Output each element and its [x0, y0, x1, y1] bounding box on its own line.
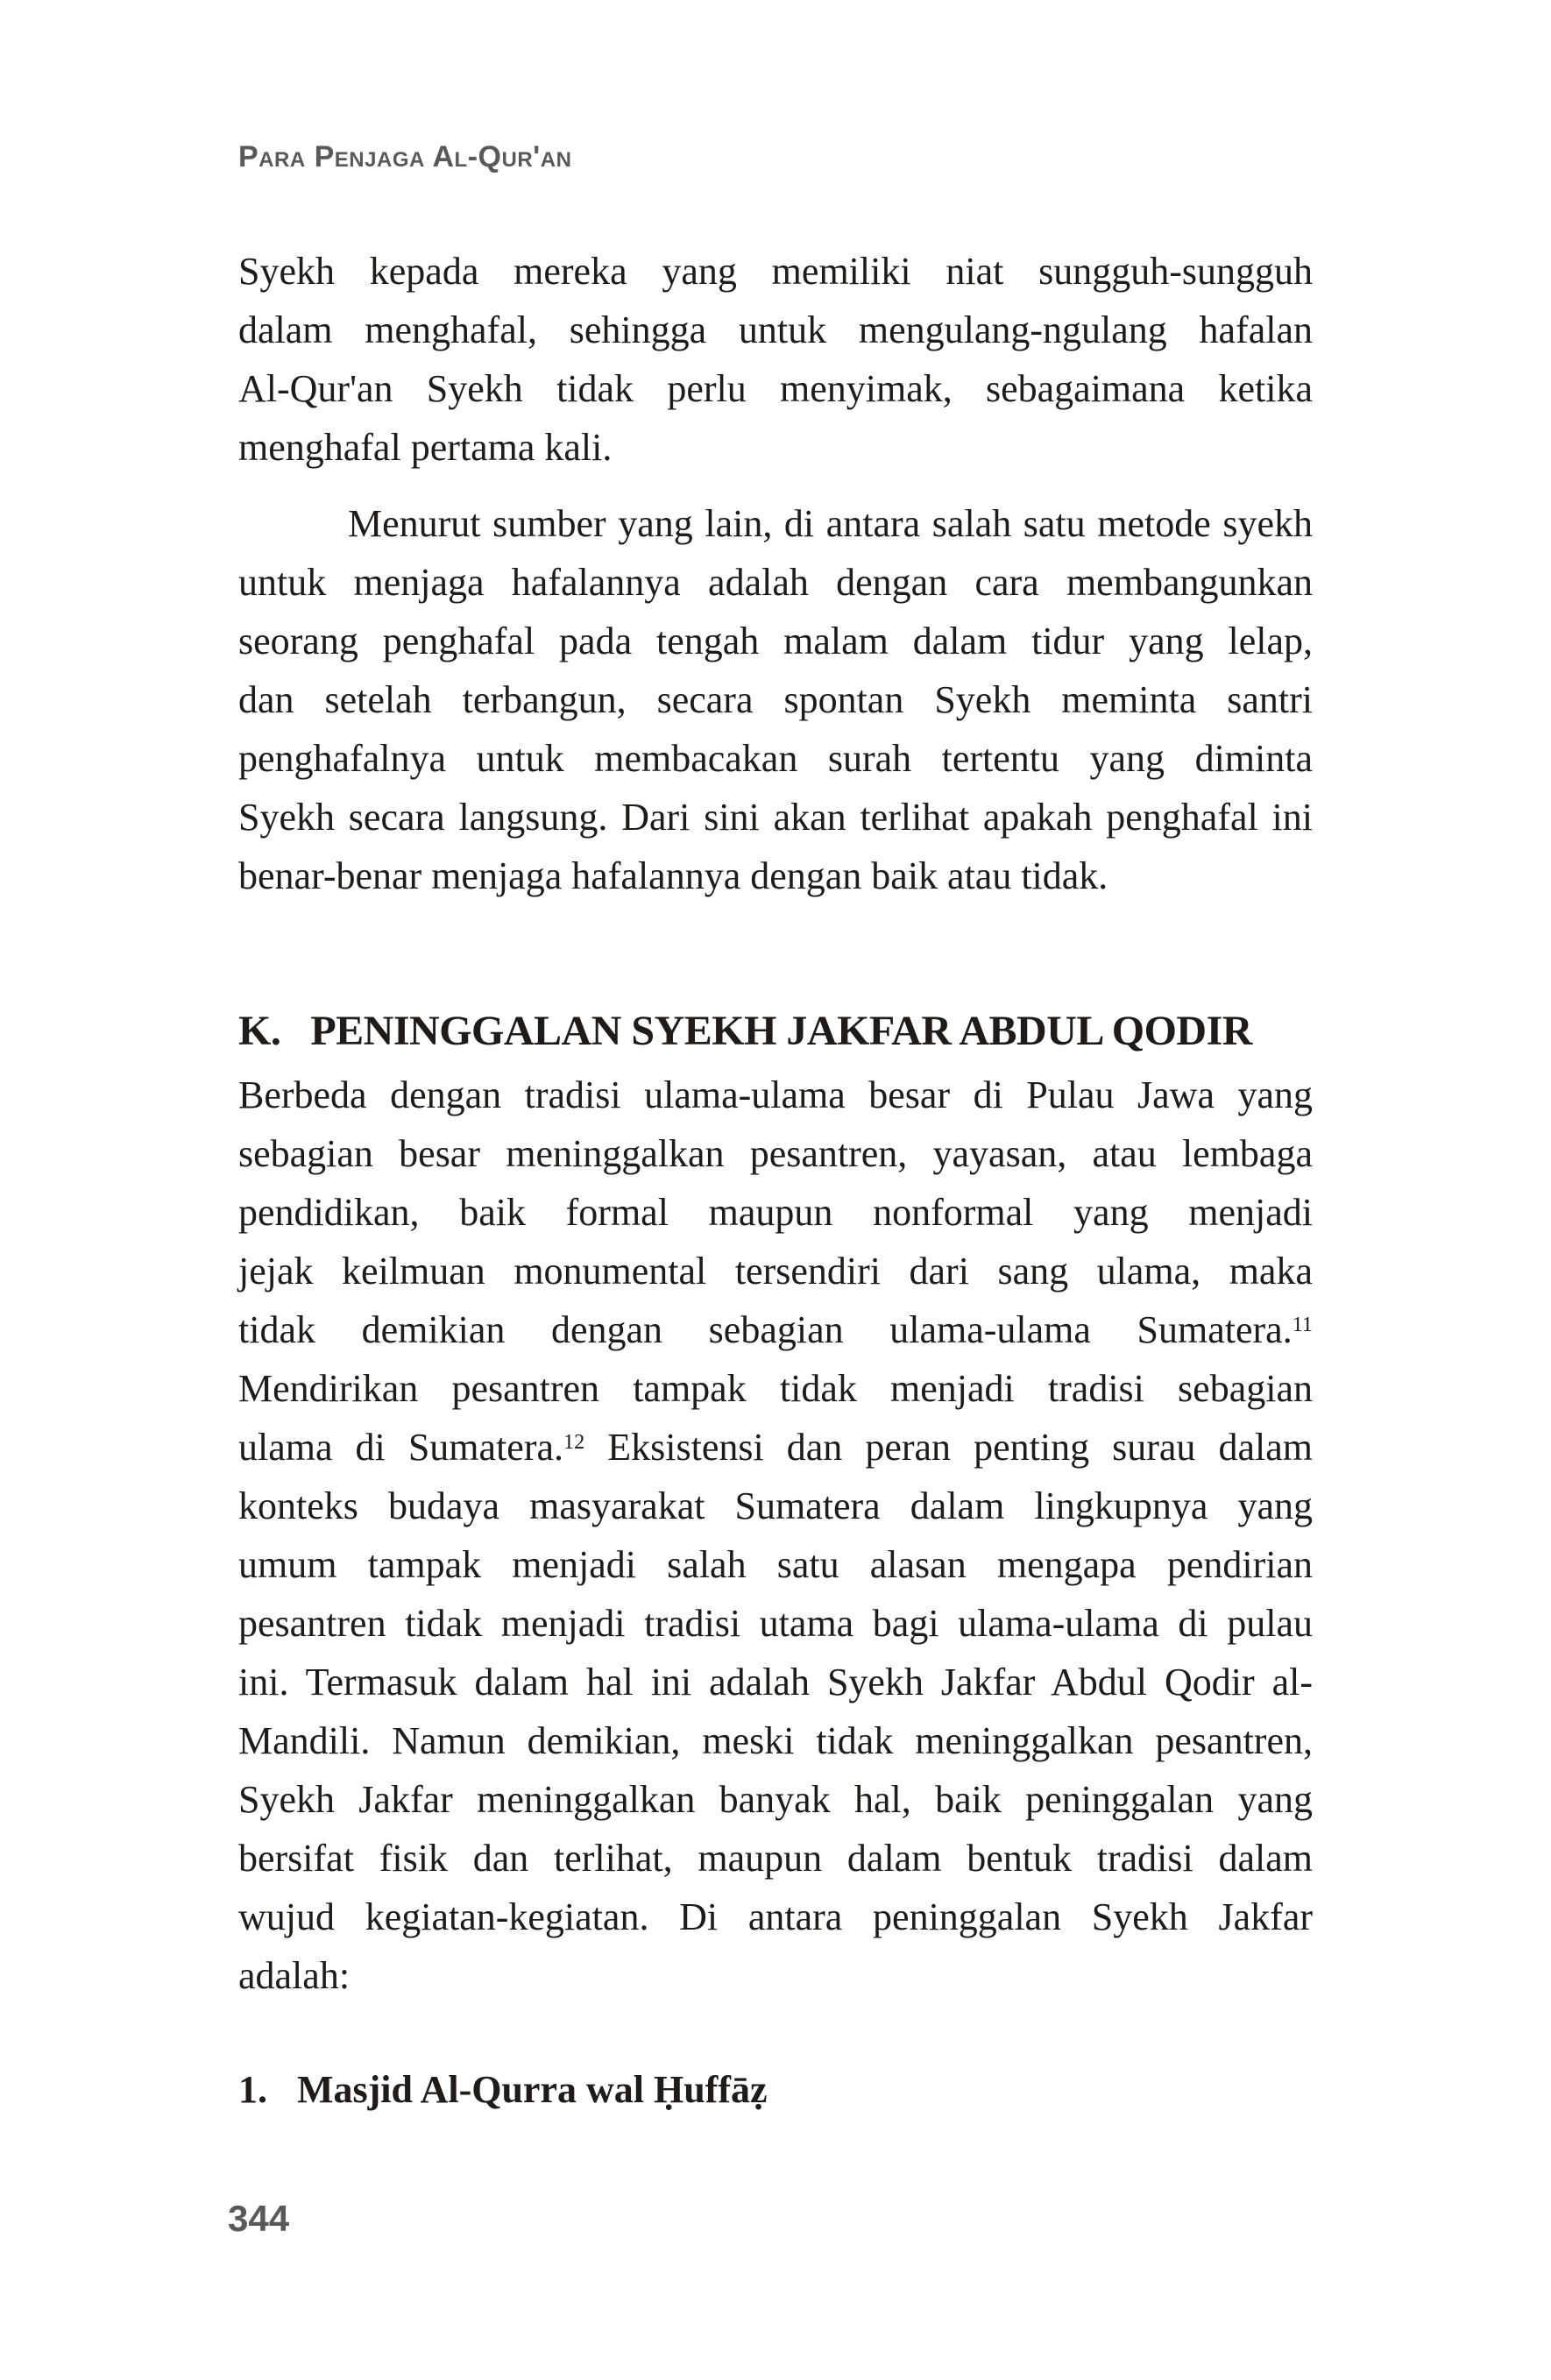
- page-number: 344: [228, 2198, 290, 2239]
- section-title: PENINGGALAN SYEKH JAKFAR ABDUL QODIR: [310, 1008, 1252, 1054]
- sub-heading: [238, 2066, 1313, 2114]
- body-line: penghafalnya untuk membacakan surah tertentu yang diminta: [238, 737, 1313, 780]
- body-line: untuk menjaga hafalannya adalah dengan cara membangunkan: [238, 561, 1313, 604]
- body-text-block-1: [238, 242, 1313, 905]
- body-line: pendidikan, baik formal maupun nonformal yang menjadi: [238, 1191, 1313, 1234]
- body-line: Berbeda dengan tradisi ulama-ulama besar di Pulau Jawa yang: [238, 1073, 1313, 1116]
- body-line: konteks budaya masyarakat Sumatera dalam lingkupnya yang: [238, 1484, 1313, 1527]
- body-line: bersifat fisik dan terlihat, maupun dalam bentuk tradisi dalam: [238, 1837, 1313, 1880]
- body-line: ini. Termasuk dalam hal ini adalah Syekh Jakfar Abdul Qodir al-: [238, 1661, 1313, 1704]
- body-text-block-2: [238, 1066, 1313, 2005]
- body-line: jejak keilmuan monumental tersendiri dari sang ulama, maka: [238, 1250, 1313, 1293]
- paragraph-2: [238, 494, 1313, 905]
- body-line: adalah:: [238, 1954, 351, 1997]
- body-line: Syekh kepada mereka yang memiliki niat sungguh-sungguh: [238, 250, 1313, 293]
- body-line: sebagian besar meninggalkan pesantren, yayasan, atau lembaga: [238, 1132, 1313, 1175]
- body-line: benar-benar menjaga hafalannya dengan baik atau tidak.: [238, 854, 1108, 897]
- sub-heading-number: 1.: [238, 2068, 267, 2111]
- body-line-text: Eksistensi dan peran penting surau dalam: [584, 1426, 1313, 1469]
- body-line: wujud kegiatan-kegiatan. Di antara peninggalan Syekh Jakfar: [238, 1895, 1313, 1938]
- body-line-text: ulama di Sumatera.: [238, 1426, 563, 1469]
- body-line: Mandili. Namun demikian, meski tidak meninggalkan pesantren,: [238, 1719, 1313, 1762]
- body-line: Menurut sumber yang lain, di antara salah satu metode syekh: [348, 502, 1313, 545]
- body-line: Syekh Jakfar meninggalkan banyak hal, baik peninggalan yang: [238, 1778, 1313, 1821]
- body-line: [238, 1300, 1313, 1359]
- body-line: pesantren tidak menjadi tradisi utama bagi ulama-ulama di pulau: [238, 1602, 1313, 1645]
- body-line: umum tampak menjadi salah satu alasan mengapa pendirian: [238, 1543, 1313, 1586]
- body-line: [238, 1418, 1313, 1477]
- paragraph-3: [238, 1066, 1313, 2005]
- footnote-ref-12: 12: [563, 1429, 585, 1454]
- body-line-text: tidak demikian dengan sebagian ulama-ulama Sumatera.: [238, 1308, 1292, 1351]
- footnote-ref-11: 11: [1292, 1312, 1313, 1336]
- body-line: dan setelah terbangun, secara spontan Syekh meminta santri: [238, 678, 1313, 721]
- body-line: menghafal pertama kali.: [238, 426, 613, 469]
- sub-heading-title: Masjid Al-Qurra wal Ḥuffāẓ: [297, 2068, 768, 2111]
- paragraph-1: [238, 242, 1313, 477]
- section-heading: [238, 1006, 1313, 1057]
- body-line: Syekh secara langsung. Dari sini akan terlihat apakah penghafal ini: [238, 796, 1313, 839]
- body-line: Al-Qur'an Syekh tidak perlu menyimak, sebagaimana ketika: [238, 367, 1313, 410]
- section-label: K.: [238, 1008, 281, 1054]
- body-line: dalam menghafal, sehingga untuk mengulang-ngulang hafalan: [238, 308, 1313, 351]
- body-line: Mendirikan pesantren tampak tidak menjadi tradisi sebagian: [238, 1367, 1313, 1410]
- running-header: Para Penjaga Al-Qur'an: [238, 140, 572, 174]
- body-line: seorang penghafal pada tengah malam dalam tidur yang lelap,: [238, 620, 1313, 662]
